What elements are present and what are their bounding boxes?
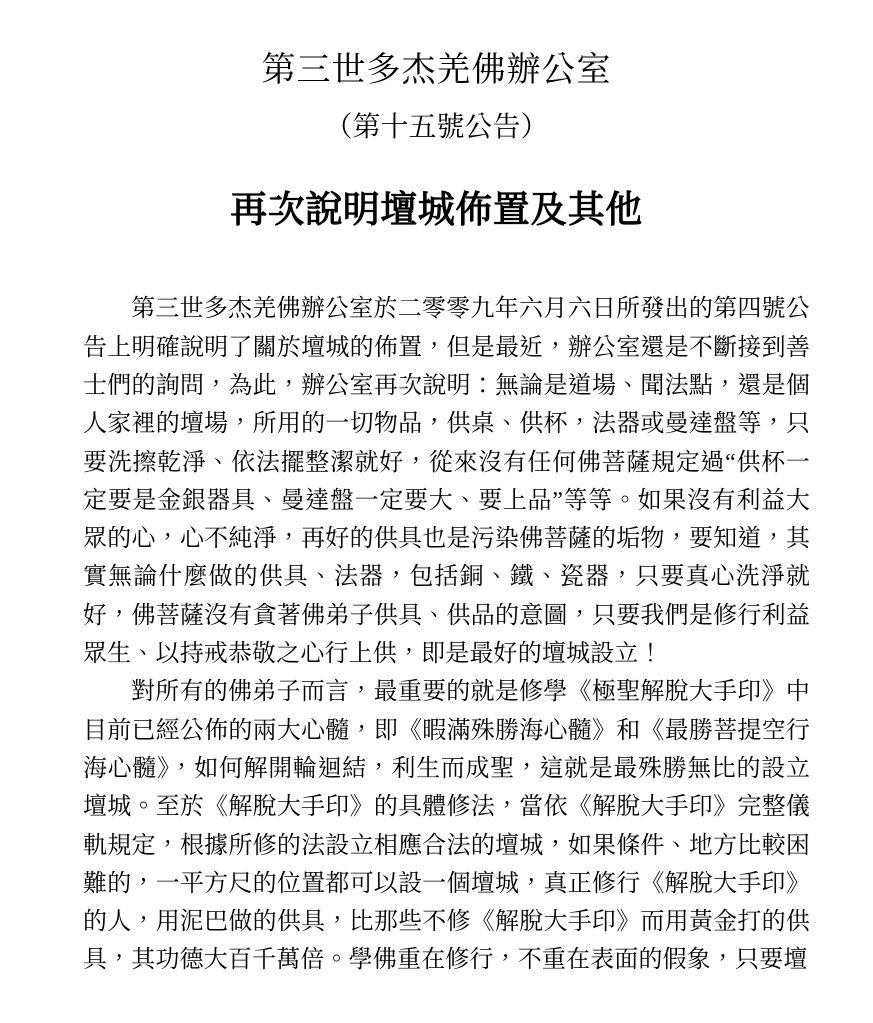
document-title: 第三世多杰羌佛辦公室 [261,52,612,89]
document-body [0,290,873,979]
body-paragraph: 對所有的佛弟子而言，最重要的就是修學《極聖解脫大手印》中目前已經公佈的兩大心髓，即《暇滿殊勝海心髓》和《最勝菩提空行海心髓》，如何解開輪迴結，利生而成聖，這就是最殊勝無比的設立壇城。至於《解脫大手印》的具體修法，當依《解脫大手印》完整儀軌規定，根據所修的法設立相應合法的壇城，如果條件、地方比較困難的，一平方尺的位置都可以設一個壇城，真正修行《解脫大手印》的人，用泥巴做的供具，比那些不修《解脫大手印》而用黃金打的供具，其功德大百千萬倍。學佛重在修行，不重在表面的假象，只要壇 [83,679,810,974]
document-heading: 再次說明壇城佈置及其他 [230,190,643,232]
body-paragraph: 第三世多杰羌佛辦公室於二零零九年六月六日所發出的第四號公告上明確說明了關於壇城的佈置，但是最近，辦公室還是不斷接到善士們的詢問，為此，辦公室再次說明：無論是道場、聞法點，還是個人家裡的壇場，所用的一切物品，供桌、供杯，法器或曼達盤等，只要洗擦乾淨、依法擺整潔就好，從來沒有任何佛菩薩規定過“供杯一定要是金銀器具、曼達盤一定要大、要上品”等等。如果沒有利益大眾的心，心不純淨，再好的供具也是污染佛菩薩的垢物，要知道，其實無論什麼做的供具、法器，包括銅、鐵、瓷器，只要真心洗淨就好，佛菩薩沒有貪著佛弟子供具、供品的意圖，只要我們是修行利益眾生、以持戒恭敬之心行上供，即是最好的壇城設立！ [83,296,810,668]
announcement-number: （第十五號公告） [324,111,549,143]
